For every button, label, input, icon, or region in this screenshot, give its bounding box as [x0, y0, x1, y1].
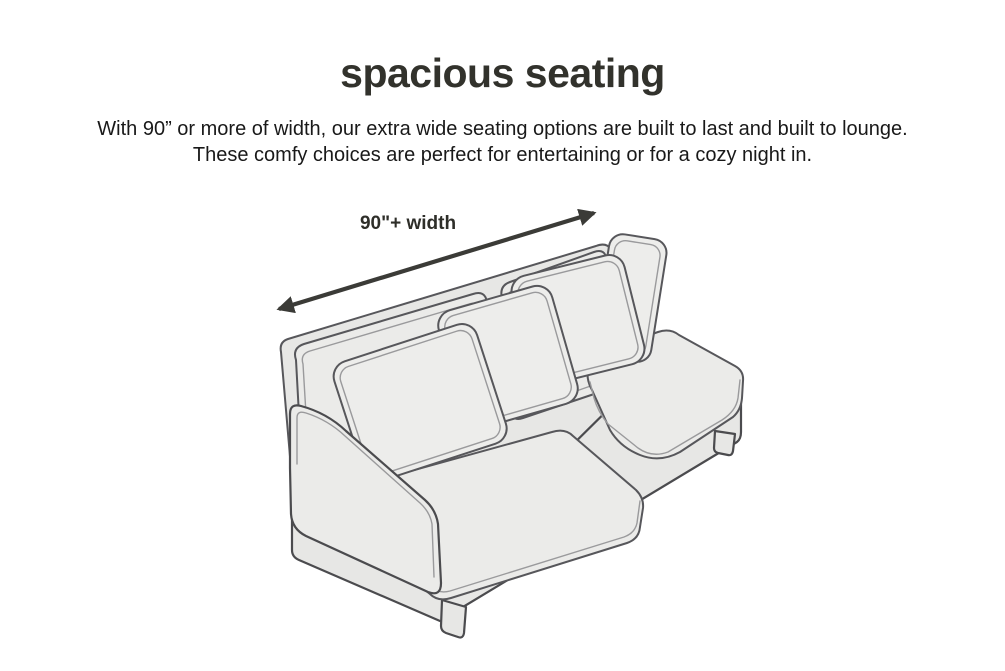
dimension-label: 90"+ width [359, 213, 457, 234]
sofa-drawing [281, 232, 743, 637]
subtitle-line-2: These comfy choices are perfect for entertaining or for a cozy night in. [192, 143, 813, 166]
subtitle-line-1: With 90” or more of width, our extra wide seating options are built to last and built to lounge. [97, 118, 908, 140]
sofa-foot-front-left [441, 600, 466, 638]
page-title: spacious seating [340, 50, 665, 96]
sofa-foot-front-right [714, 431, 735, 455]
